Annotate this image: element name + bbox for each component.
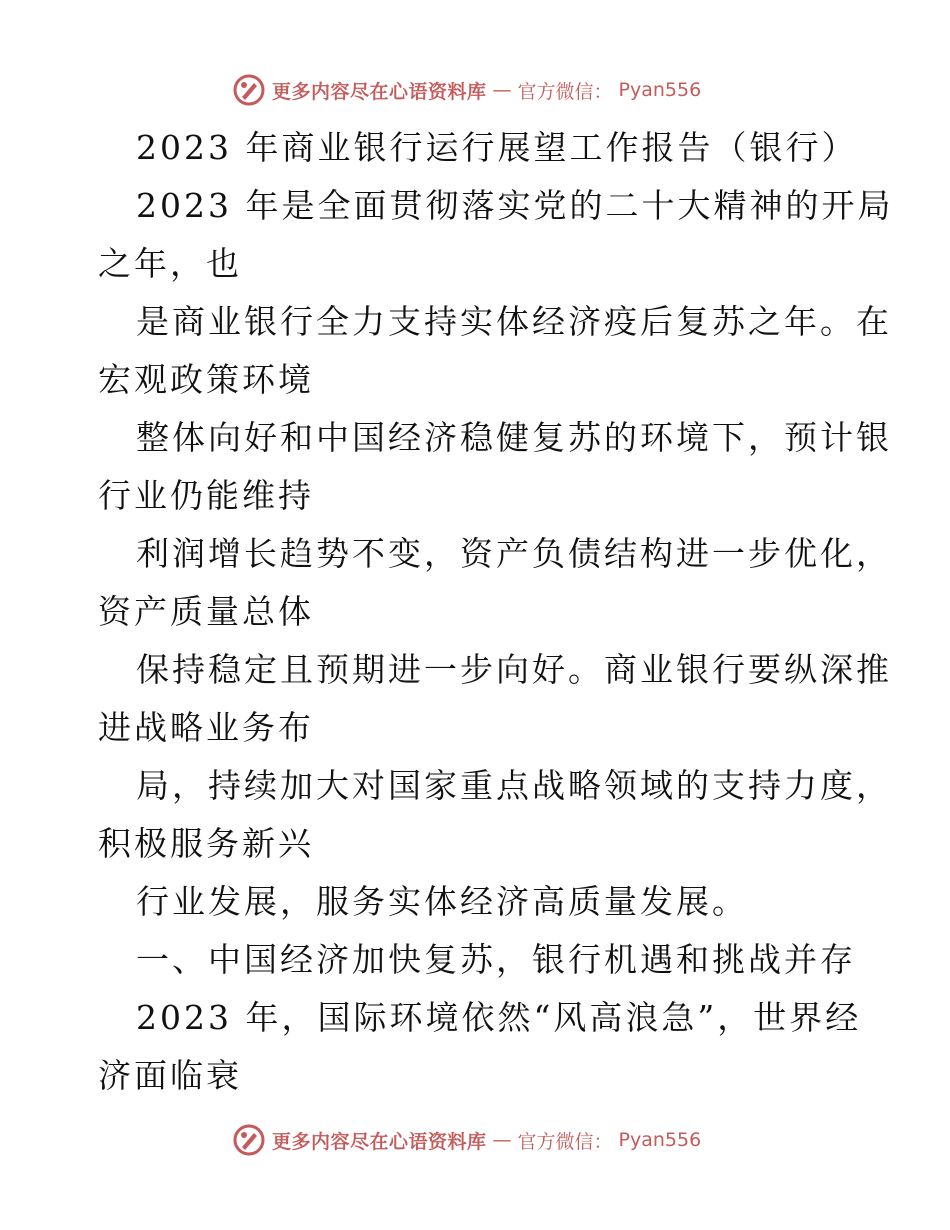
banner-separator: — [492, 79, 512, 101]
paragraph-line: 济面临衰 [98, 1056, 242, 1095]
banner-separator: — [492, 1129, 512, 1151]
paragraph-line: 局，持续加大对国家重点战略领域的支持力度， [136, 766, 892, 805]
paragraph-line: 行业仍能维持 [98, 476, 314, 515]
banner-text: 更多内容尽在心语资料库 [272, 80, 487, 103]
paragraph-line: 整体向好和中国经济稳健复苏的环境下，预计银 [136, 418, 892, 457]
document-title: 2023 年商业银行运行展望工作报告（银行） [136, 128, 858, 167]
paragraph-line: 进战略业务布 [98, 708, 314, 747]
pen-seal-logo-icon [232, 1123, 266, 1157]
paragraph-line: 之年，也 [98, 244, 242, 283]
paragraph-line: 是商业银行全力支持实体经济疫后复苏之年。在 [136, 302, 892, 341]
paragraph-line: 保持稳定且预期进一步向好。商业银行要纵深推 [136, 650, 892, 689]
banner-wechat-id: Pyan556 [618, 1129, 702, 1151]
banner-text: 更多内容尽在心语资料库 [272, 1130, 487, 1153]
paragraph-line: 2023 年是全面贯彻落实党的二十大精神的开局 [136, 186, 894, 225]
banner-wechat-label: 官方微信： [517, 80, 613, 103]
banner-wechat-id: Pyan556 [618, 79, 702, 101]
paragraph-line: 宏观政策环境 [98, 360, 314, 399]
paragraph-line: 利润增长趋势不变，资产负债结构进一步优化， [136, 534, 892, 573]
footer-watermark-banner [232, 1122, 712, 1158]
banner-wechat-label: 官方微信： [517, 1130, 613, 1153]
paragraph-line: 积极服务新兴 [98, 824, 314, 863]
pen-seal-logo-icon [232, 73, 266, 107]
paragraph-line: 行业发展，服务实体经济高质量发展。 [136, 882, 748, 921]
paragraph-line: 2023 年，国际环境依然“风高浪急”，世界经 [136, 998, 862, 1037]
section-heading: 一、中国经济加快复苏，银行机遇和挑战并存 [136, 940, 856, 979]
header-watermark-banner [232, 72, 712, 108]
paragraph-line: 资产质量总体 [98, 592, 314, 631]
